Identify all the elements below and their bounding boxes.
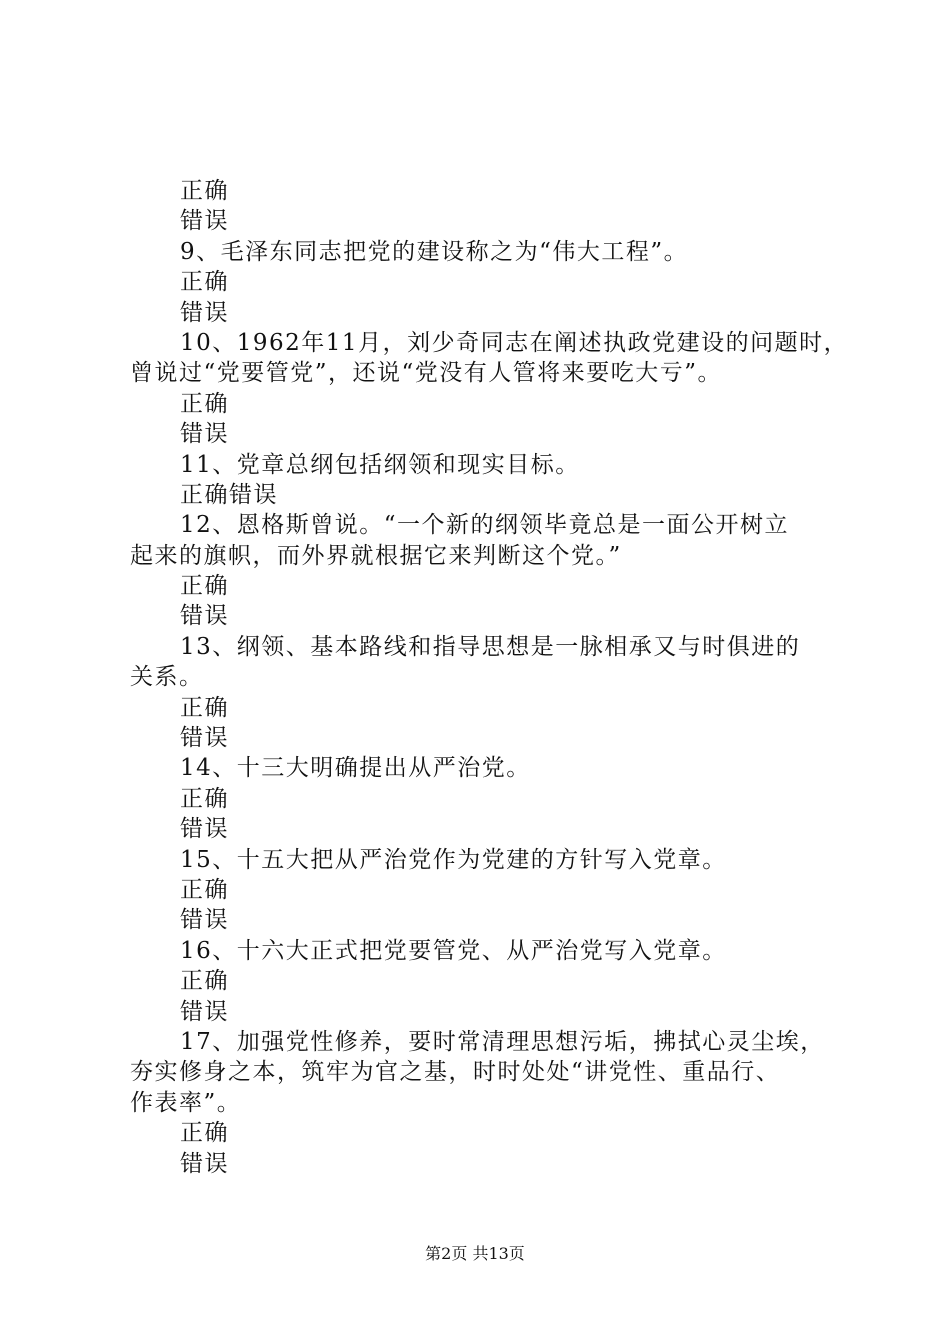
text-line: 正确 [180,785,229,812]
text-line: 12、恩格斯曾说。“一个新的纲领毕竟总是一面公开树立 [180,512,790,539]
text-line: 16、十六大正式把党要管党、从严治党写入党章。 [180,937,727,964]
text-line: 错误 [180,603,229,630]
text-line: 错误 [180,907,229,934]
text-line: 正确 [180,694,229,721]
text-line: 错误 [180,421,229,448]
text-line: 9、毛泽东同志把党的建设称之为“伟大工程”。 [180,238,689,265]
text-line: 正确错误 [180,481,278,508]
text-line: 曾说过“党要管党”，还说“党没有人管将来要吃大亏”。 [130,360,723,387]
text-line: 10、1962年11月，刘少奇同志在阐述执政党建设的问题时， [180,329,849,356]
text-line: 11、党章总纲包括纲领和现实目标。 [180,451,580,478]
text-line: 作表率”。 [130,1089,242,1116]
text-line: 起来的旗帜，而外界就根据它来判断这个党。” [130,542,622,569]
text-line: 错误 [180,1150,229,1177]
text-line: 正确 [180,178,229,204]
text-line: 正确 [180,269,229,296]
text-line: 错误 [180,816,229,843]
text-line: 正确 [180,968,229,995]
text-line: 错误 [180,998,229,1025]
text-line: 正确 [180,876,229,903]
text-line: 17、加强党性修养，要时常清理思想污垢，拂拭心灵尘埃， [180,1028,825,1055]
page-footer: 第2页 共13页 [425,1244,525,1263]
text-line: 错误 [180,208,229,235]
text-line: 正确 [180,1120,229,1147]
text-line: 错误 [180,299,229,326]
text-line: 正确 [180,390,229,417]
text-line: 13、纲领、基本路线和指导思想是一脉相承又与时俱进的 [180,633,801,660]
text-line: 正确 [180,573,229,600]
text-line: 14、十三大明确提出从严治党。 [180,755,531,782]
text-line: 错误 [180,725,229,752]
document-body [130,176,849,1179]
text-line: 关系。 [130,664,204,691]
text-line: 15、十五大把从严治党作为党建的方针写入党章。 [180,846,727,873]
text-line: 夯实修身之本，筑牢为官之基，时时处处“讲党性、重品行、 [130,1059,781,1086]
